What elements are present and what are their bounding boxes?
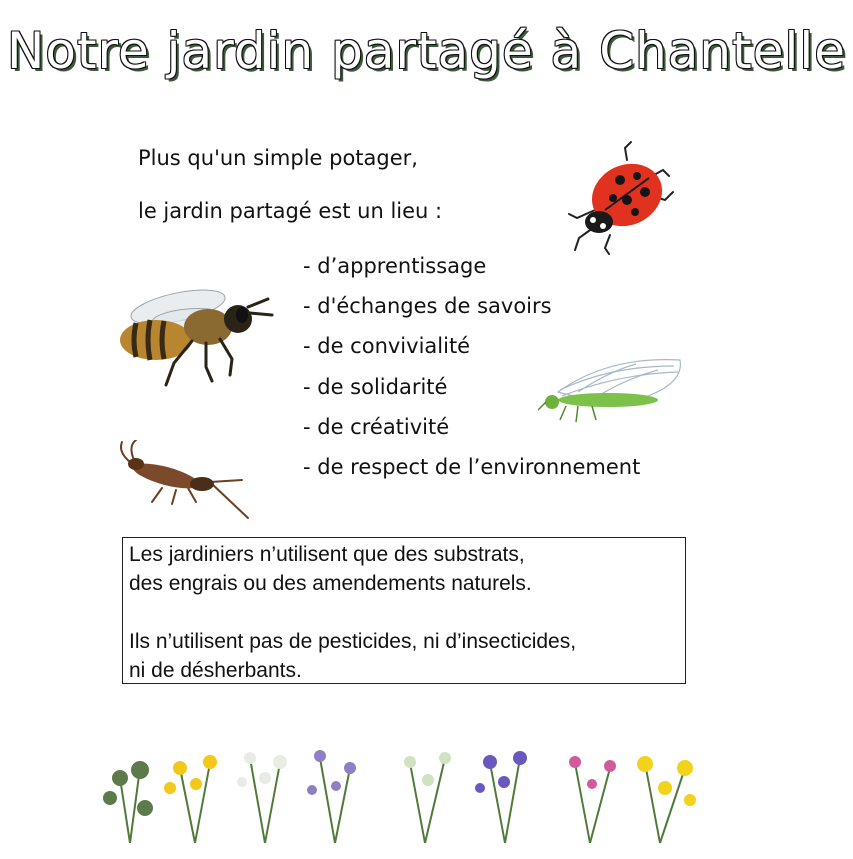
list-item: - d’apprentissage [303, 254, 487, 278]
info-box [122, 537, 686, 684]
intro-line-2: le jardin partagé est un lieu : [138, 199, 443, 223]
page-title: Notre jardin partagé à Chantelle [6, 22, 847, 80]
list-item: - d'échanges de savoirs [303, 294, 552, 319]
list-item: - de solidarité [303, 374, 448, 399]
list-item: - de respect de l’environnement [303, 454, 641, 479]
earwig-icon [112, 440, 252, 520]
wildflowers-illustration [100, 738, 700, 848]
intro-line-1: Plus qu'un simple potager, [138, 146, 418, 170]
list-item: - de convivialité [303, 334, 471, 359]
ladybug-icon [565, 140, 677, 255]
lacewing-icon [538, 352, 686, 426]
list-item: - de créativité [303, 414, 450, 439]
bee-icon [108, 285, 276, 395]
info-paragraph-1: Les jardiniers n’utilisent que des substrats, des engrais ou des amendements naturels. [129, 543, 532, 595]
info-paragraph-2: Ils n’utilisent pas de pesticides, ni d’insecticides, ni de désherbants. [129, 630, 577, 682]
